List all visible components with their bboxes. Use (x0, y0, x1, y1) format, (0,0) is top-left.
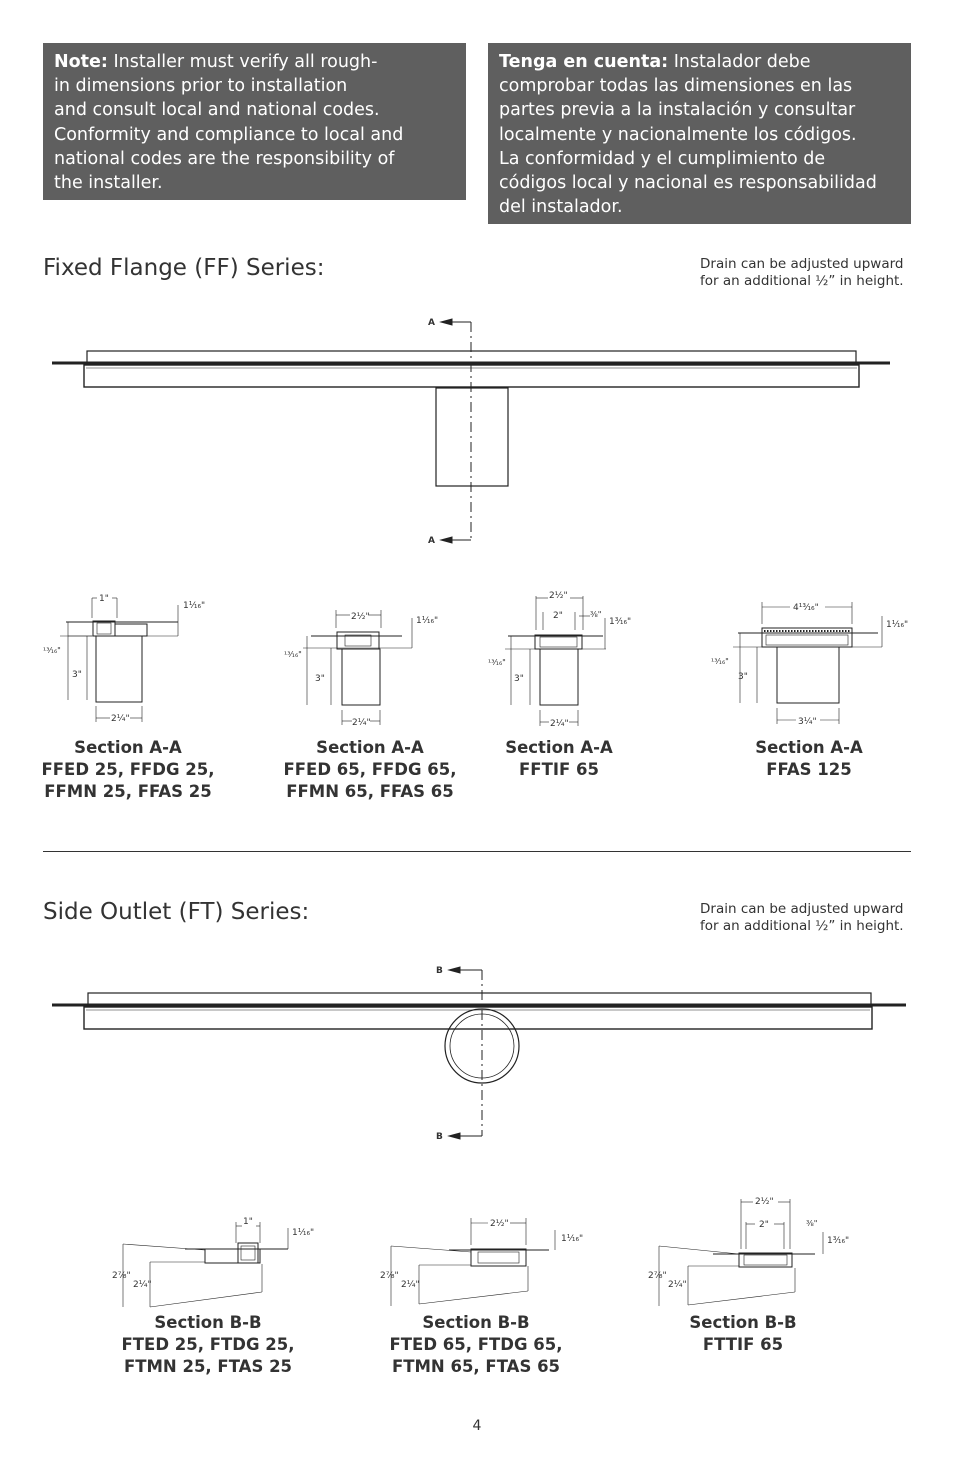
caption-line: FFMN 25, FFAS 25 (44, 782, 212, 801)
dim-label: 2¼" (111, 714, 130, 724)
dim-label: 3" (315, 674, 325, 684)
ft-section-caption-1 (122, 1312, 295, 1378)
section-marker-a-top: A (428, 318, 435, 328)
caption-line: FFED 65, FFDG 65, (283, 760, 457, 779)
caption-line: Section A-A (505, 738, 613, 757)
dim-label: 2⅞" (648, 1271, 667, 1281)
dim-label: 2½" (549, 591, 568, 601)
ff-section-caption-1 (42, 737, 215, 803)
caption-line: Section A-A (316, 738, 424, 757)
dim-label: 1¹⁄₁₆" (292, 1228, 315, 1238)
ff-section-caption-2 (284, 737, 457, 803)
note-text: and consult local and national codes. (54, 100, 380, 121)
dim-label: 1¹⁄₁₆" (886, 620, 909, 630)
dim-label: 1¹⁄₁₆" (416, 616, 439, 626)
ff-section-drawing-1 (60, 598, 178, 722)
dim-label: 2½" (755, 1197, 774, 1207)
dim-label: ¹³⁄₁₆" (488, 658, 506, 667)
note-text: Conformity and compliance to local and (54, 124, 404, 145)
dim-label: 2¼" (550, 719, 569, 729)
dim-label: 2½" (351, 612, 370, 622)
note-text: Installer must verify all rough- (107, 52, 378, 72)
section-marker-b-top: B (436, 966, 443, 976)
dim-label: 1" (243, 1217, 253, 1227)
dim-label: 2" (553, 611, 563, 621)
ft-section-caption-2 (390, 1312, 563, 1378)
dim-label: 2⅞" (380, 1271, 399, 1281)
dim-label: 1¹⁄₁₆" (183, 601, 206, 611)
caption-line: FTTIF 65 (702, 1335, 784, 1354)
ff-adjust-note-line: for an additional ½” in height. (700, 273, 904, 289)
dim-label: 3" (514, 674, 524, 684)
note-text: the installer. (54, 173, 163, 194)
ff-plan-drawing (52, 319, 890, 543)
dim-label: ¹³⁄₁₆" (284, 650, 302, 659)
dim-label: 4¹³⁄₁₆" (793, 603, 819, 613)
note-text: partes previa a la instalación y consultar (499, 100, 856, 121)
caption-line: FFMN 65, FFAS 65 (286, 782, 454, 801)
note-text: Instalador debe (668, 52, 811, 72)
caption-line: FFED 25, FFDG 25, (41, 760, 215, 779)
ft-adjust-note-line: Drain can be adjusted upward (700, 901, 904, 917)
section-marker-b-bottom: B (436, 1132, 443, 1142)
dim-label: ¹³⁄₁₆" (43, 646, 61, 655)
ff-adjust-note-line: Drain can be adjusted upward (700, 256, 904, 272)
ff-section-title: Fixed Flange (FF) Series: (43, 255, 325, 281)
dim-label: 2¼" (133, 1280, 152, 1290)
dim-label: 2¼" (352, 718, 371, 728)
note-label: Tenga en cuenta: (499, 52, 669, 72)
ff-section-drawing-4 (733, 602, 882, 724)
dim-label: 1³⁄₁₆" (827, 1236, 850, 1246)
ft-adjust-note-line: for an additional ½” in height. (700, 918, 904, 934)
dim-label: 1³⁄₁₆" (609, 617, 632, 627)
dim-label: ⅜" (806, 1219, 818, 1228)
caption-line: FTED 25, FTDG 25, (121, 1335, 295, 1354)
note-text: del instalador. (499, 197, 623, 218)
section-marker-a-bottom: A (428, 536, 435, 546)
dim-label: 2" (759, 1220, 769, 1230)
dim-label: ⅜" (590, 610, 602, 619)
caption-line: FTMN 25, FTAS 25 (123, 1357, 293, 1376)
dim-label: 3" (72, 670, 82, 680)
dim-label: 1¹⁄₁₆" (561, 1234, 584, 1244)
ft-section-drawing-2 (391, 1218, 555, 1306)
ft-section-drawing-1 (123, 1222, 288, 1307)
dim-label: ¹³⁄₁₆" (711, 657, 729, 666)
note-text: national codes are the responsibility of (54, 148, 395, 169)
caption-line: FTMN 65, FTAS 65 (391, 1357, 561, 1376)
caption-line: FTED 65, FTDG 65, (389, 1335, 563, 1354)
ft-section-caption-3 (689, 1312, 796, 1356)
ff-section-caption-3 (505, 737, 613, 781)
caption-line: Section B-B (689, 1313, 797, 1332)
ff-section-caption-4 (755, 737, 863, 781)
caption-line: FFAS 125 (766, 760, 852, 779)
dim-label: 1" (99, 594, 109, 604)
ft-section-title: Side Outlet (FT) Series: (43, 899, 310, 925)
dim-label: 2¼" (401, 1280, 420, 1290)
dim-label: 3¼" (798, 717, 817, 727)
caption-line: Section B-B (422, 1313, 530, 1332)
dim-label: 2¼" (668, 1280, 687, 1290)
dim-label: 2½" (490, 1219, 509, 1229)
note-text: in dimensions prior to installation (54, 76, 348, 97)
ff-section-drawing-2 (303, 610, 412, 725)
page-number: 4 (472, 1418, 482, 1434)
note-label: Note: (54, 52, 108, 72)
dim-label: 3" (738, 672, 748, 682)
caption-line: Section B-B (154, 1313, 262, 1332)
dim-label: 2⅞" (112, 1271, 131, 1281)
note-text: localmente y nacionalmente los códigos. (499, 124, 857, 145)
caption-line: Section A-A (74, 738, 182, 757)
ft-plan-drawing (52, 967, 906, 1139)
note-text: La conformidad y el cumplimiento de (499, 148, 826, 169)
note-text: códigos local y nacional es responsabilidad (499, 173, 877, 194)
note-text: comprobar todas las dimensiones en las (499, 76, 853, 97)
caption-line: FFTIF 65 (519, 760, 599, 779)
caption-line: Section A-A (755, 738, 863, 757)
